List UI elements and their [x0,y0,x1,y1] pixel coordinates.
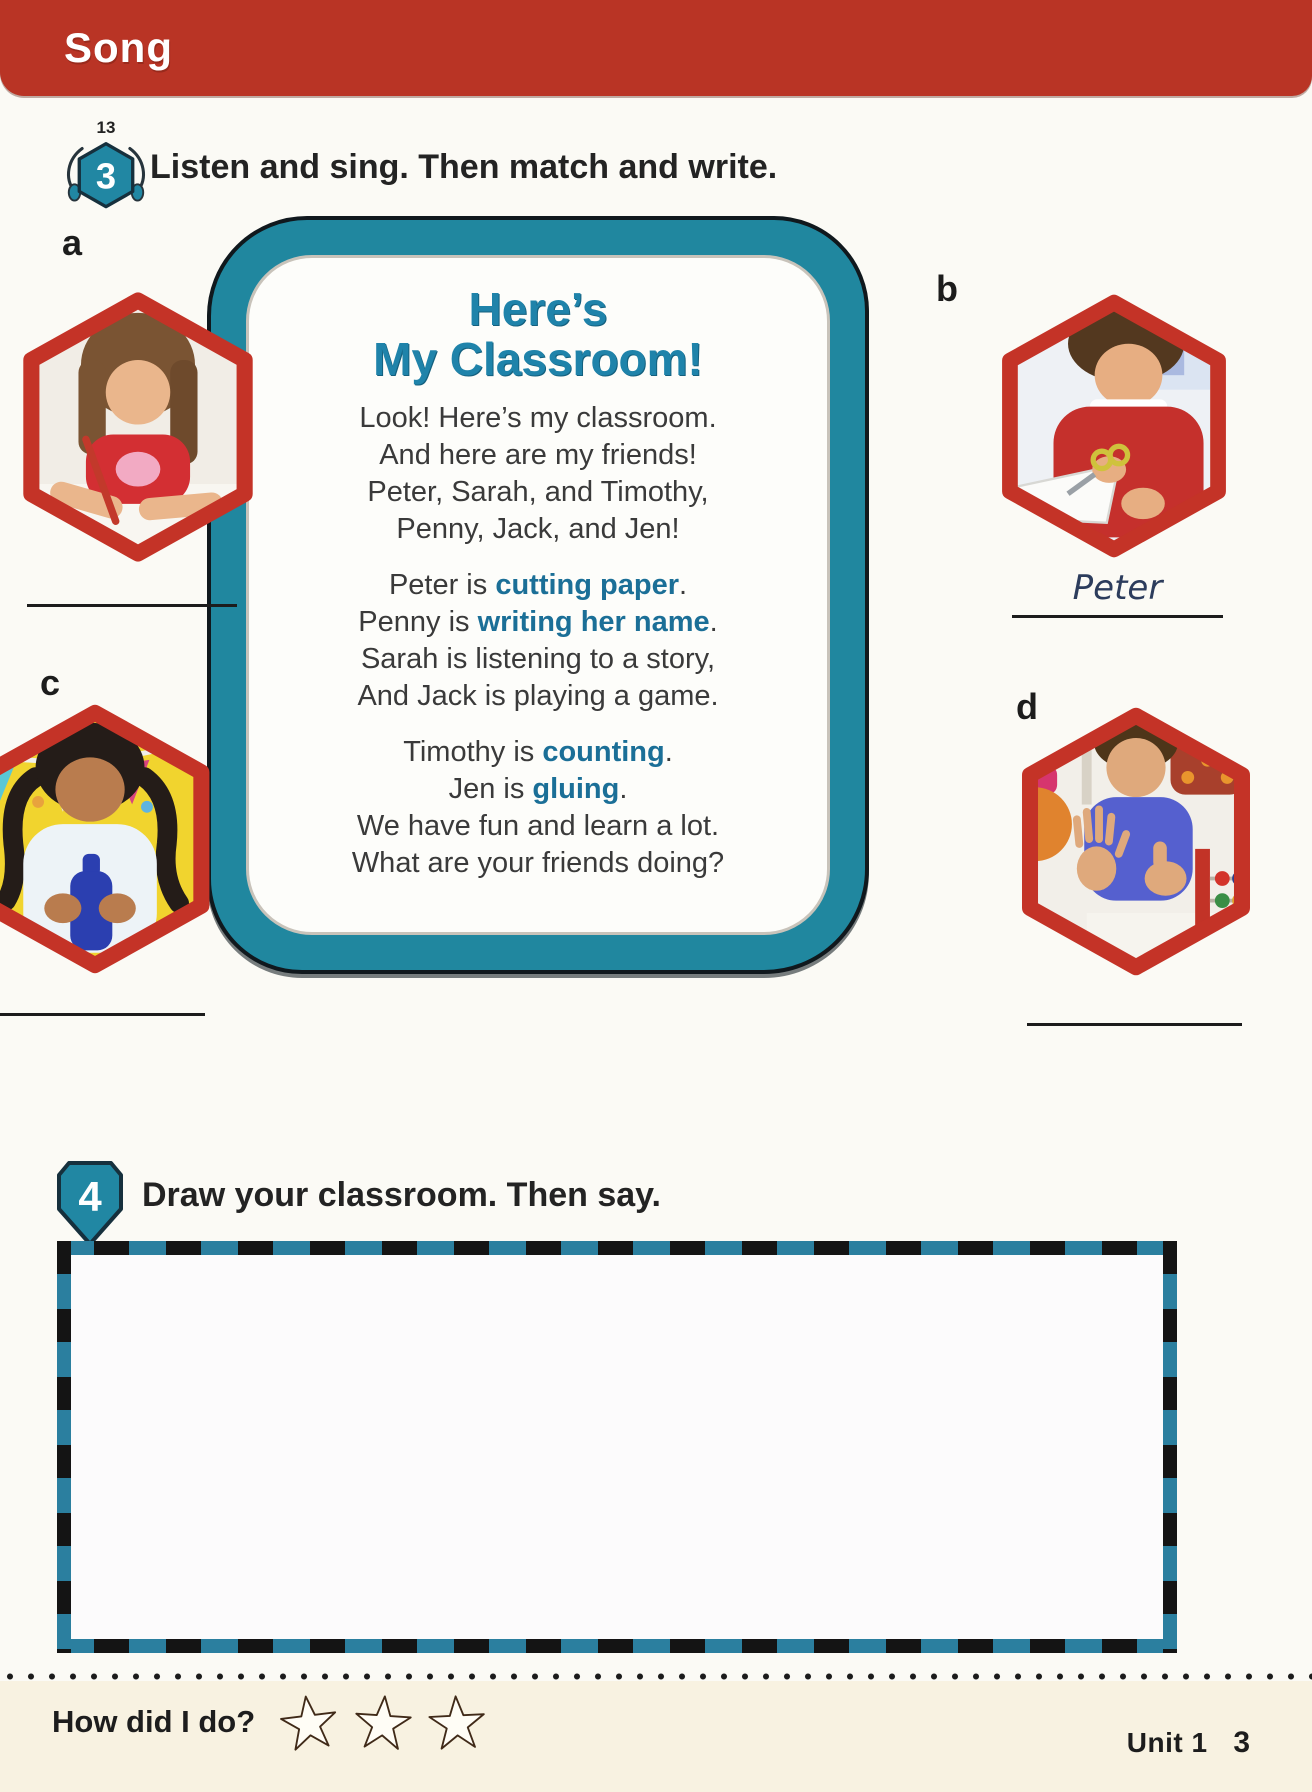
song-line: Timothy is counting. [403,736,673,768]
star-icon[interactable] [350,1690,416,1756]
activity4-number: 4 [78,1173,102,1220]
activity3-number: 3 [95,155,117,197]
song-line: Jen is gluing. [448,773,628,805]
audio-track-icon[interactable] [58,118,154,222]
song-stanza [249,734,827,882]
photo-label-c: c [40,662,61,703]
song-box [207,216,869,974]
activity4-title: Draw your classroom. Then say. [142,1176,661,1214]
song-line: And Jack is playing a game. [357,680,719,712]
activity4-badge [50,1156,130,1250]
song-line: Sarah is listening to a story, [360,643,716,675]
answer-line-d[interactable] [1027,1023,1242,1026]
page-title: Song [64,24,173,71]
photo-boy-counting[interactable] [1012,701,1260,982]
song-line: Penny, Jack, and Jen! [396,513,680,545]
rating-stars [278,1692,488,1754]
song-lyrics [249,400,827,882]
photo-girl-writing[interactable] [14,284,262,570]
dotted-divider [0,1672,1312,1681]
headphones-icon [60,138,152,222]
photo-boy-cutting-paper[interactable] [993,285,1235,567]
song-card [246,255,830,935]
song-line: Peter, Sarah, and Timothy, [367,476,709,508]
unit-label: Unit 1 [1126,1727,1208,1758]
header-bar [0,0,1312,96]
song-line: And here are my friends! [379,439,697,471]
song-stanza [249,567,827,715]
photo-girl-gluing[interactable] [0,698,222,980]
song-title-line1: Here’s [468,283,608,335]
photo-label-d: d [1016,686,1038,727]
song-line: Penny is writing her name. [358,606,718,638]
song-line: Look! Here’s my classroom. [359,402,717,434]
photo-label-b: b [936,268,958,309]
song-title-line2: My Classroom! [373,333,703,385]
activity3-title: Listen and sing. Then match and write. [150,148,778,186]
drawing-border-bottom [57,1639,1177,1653]
self-assessment-prompt: How did I do? [52,1704,256,1739]
star-icon[interactable] [274,1688,343,1757]
drawing-border-left [57,1241,71,1653]
drawing-border-right [1163,1241,1177,1653]
answer-line-b[interactable] [1012,615,1223,618]
song-line: We have fun and learn a lot. [356,810,720,842]
drawing-border-top [57,1241,1177,1255]
answer-name-b: Peter [1072,568,1163,608]
answer-line-a[interactable] [27,604,237,607]
song-stanza [249,400,827,548]
song-line: Peter is cutting paper. [388,569,688,601]
track-number: 13 [96,118,116,137]
star-icon[interactable] [424,1690,489,1755]
photo-label-a: a [62,222,83,263]
song-line: What are your friends doing? [351,847,725,879]
page-number: 3 [1233,1726,1250,1759]
song-title [249,284,827,384]
drawing-area[interactable] [57,1241,1177,1653]
footer-unit [1127,1726,1250,1760]
answer-line-c[interactable] [0,1013,205,1016]
